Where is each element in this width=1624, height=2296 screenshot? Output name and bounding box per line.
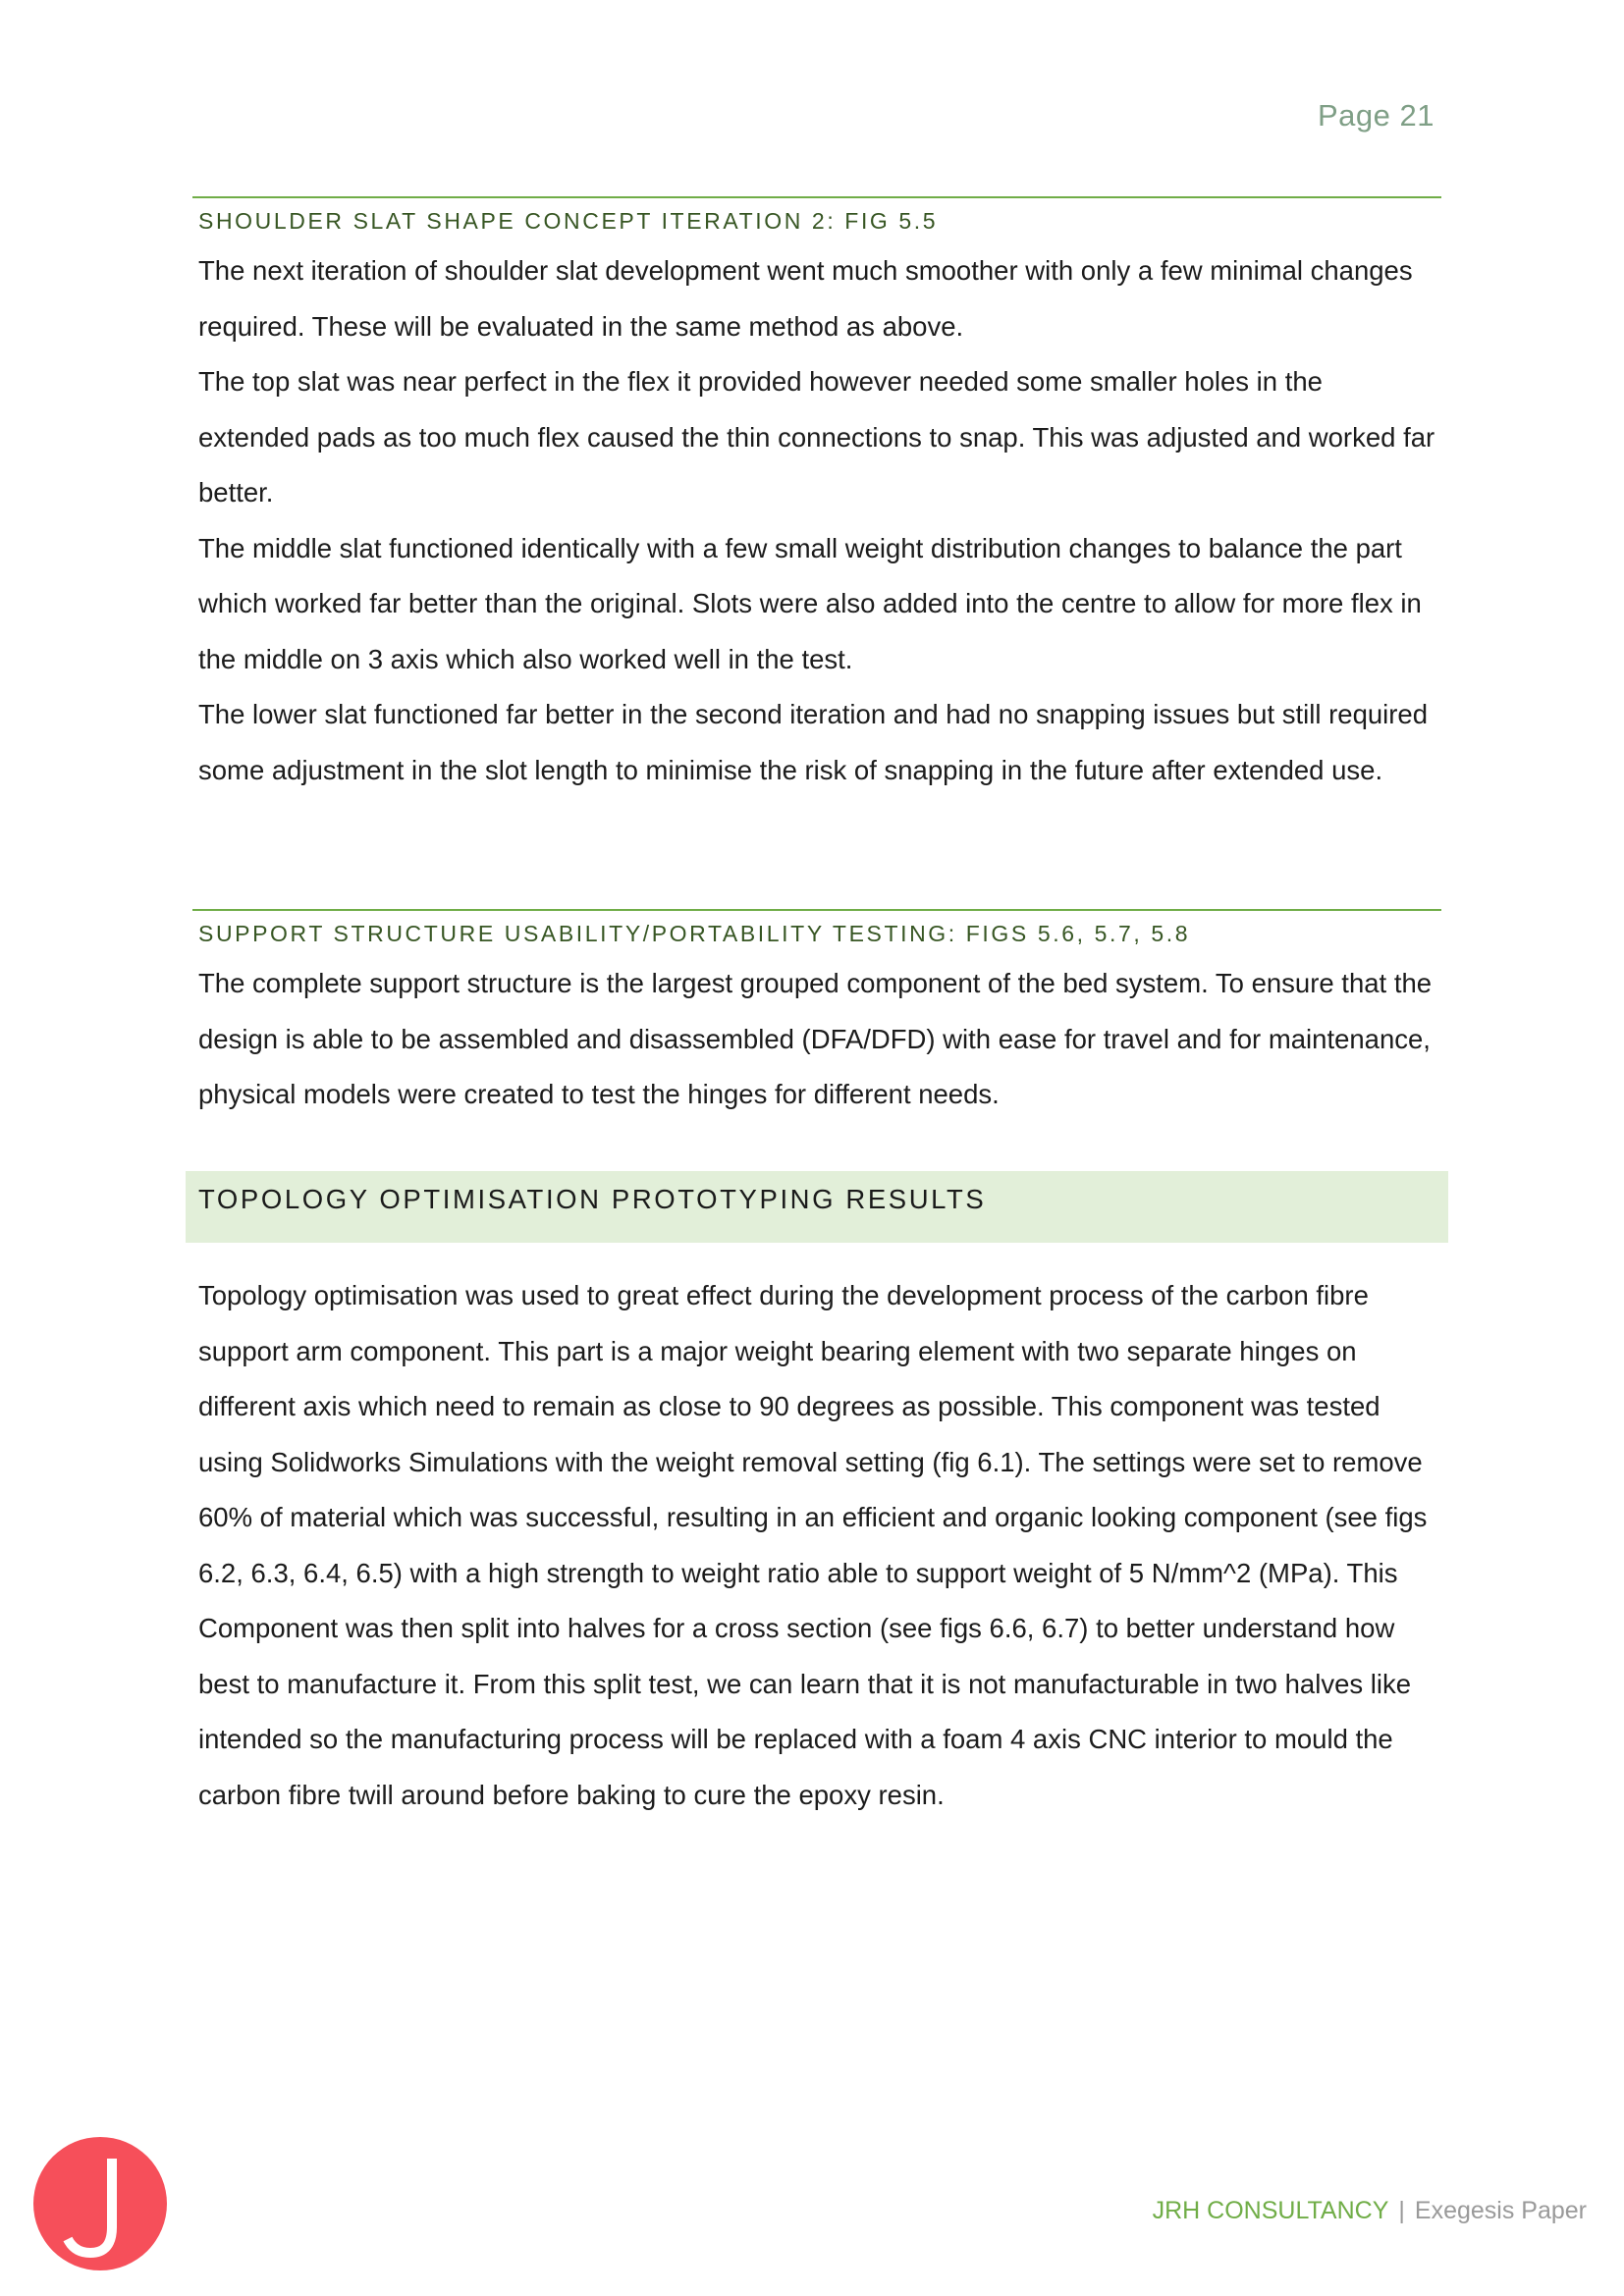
section-topology-results [192, 1268, 1441, 1823]
paragraph: The next iteration of shoulder slat development went much smoother with only a few minimal changes required. These will be evaluated in the same method as above. [198, 255, 1413, 342]
jrh-logo-icon [33, 2137, 167, 2270]
paragraph: Topology optimisation was used to great effect during the development process of the carbon fibre support arm component. This part is a major weight bearing element with two separate hinges on different axis which need to remain as close to 90 degrees as possible. This component was tested using Solidworks Simulations with the weight removal setting (fig 6.1). The settings were set to remove 60% of material which was successful, resulting in an efficient and organic looking component (see figs 6.2, 6.3, 6.4, 6.5) with a high strength to weight ratio able to support weight of 5 N/mm^2 (MPa). This Component was then split into halves for a cross section (see figs 6.6, 6.7) to better understand how best to manufacture it. From this split test, we can learn that it is not manufacturable in two halves like intended so the manufacturing process will be replaced with a foam 4 axis CNC interior to mould the carbon fibre twill around before baking to cure the epoxy resin. [198, 1280, 1428, 1810]
section-divider [192, 196, 1441, 198]
topology-heading-banner [186, 1171, 1448, 1243]
paragraph: The lower slat functioned far better in the second iteration and had no snapping issues but still required some adjustment in the slot length to minimise the risk of snapping in the future after extended use. [198, 699, 1429, 785]
section-shoulder-slat [192, 196, 1441, 798]
section-heading: SUPPORT STRUCTURE USABILITY/PORTABILITY TESTING: FIGS 5.6, 5.7, 5.8 [198, 921, 1191, 946]
paragraph: The top slat was near perfect in the flex it provided however needed some smaller holes in the extended pads as too much flex caused the thin connections to snap. This was adjusted and worked far better. [198, 366, 1435, 507]
footer [1153, 2197, 1587, 2225]
footer-document-title: Exegesis Paper [1414, 2197, 1587, 2224]
j-letter-icon [33, 2137, 167, 2270]
paragraph: The middle slat functioned identically with a few small weight distribution changes to balance the part which worked far better than the original. Slots were also added into the centre to allow for more flex in the middle on 3 axis which also worked well in the test. [198, 532, 1422, 674]
topology-heading: TOPOLOGY OPTIMISATION PROTOTYPING RESULTS [198, 1184, 987, 1214]
section-support-structure [192, 909, 1441, 1123]
footer-brand: JRH CONSULTANCY [1152, 2197, 1389, 2224]
footer-separator: | [1398, 2197, 1405, 2224]
page-number: Page 21 [1318, 98, 1435, 133]
section-heading: SHOULDER SLAT SHAPE CONCEPT ITERATION 2: FIG 5.5 [198, 208, 939, 234]
paragraph: The complete support structure is the largest grouped component of the bed system. To ensure that the design is able to be assembled and disassembled (DFA/DFD) with ease for travel and for maintenance, physical models were created to test the hinges for different needs. [198, 968, 1433, 1109]
section-divider [192, 909, 1441, 911]
